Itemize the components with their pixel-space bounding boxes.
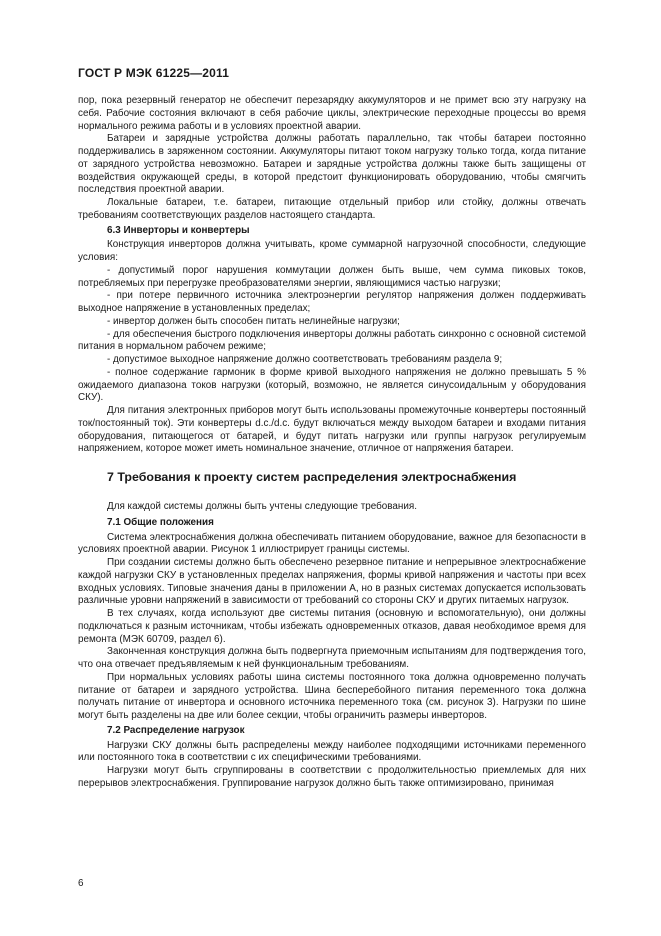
paragraph: Батареи и зарядные устройства должны работать параллельно, так чтобы батареи постоянно поддерживались в заряженном состоянии. Аккумуляторы питают током нагрузку только тогда, когда питание от зарядного устройства невозможно. Батареи и зарядные устройства должны также быть защищены от воздействия окружающей среды, в которой предстоит функционировать оборудованию, чтобы смягчить последствия проектной аварии.	[78, 133, 586, 196]
paragraph: пор, пока резервный генератор не обеспечит перезарядку аккумуляторов и не примет всю эту нагрузку на себя. Рабочие состояния включают в себя рабочие циклы, электрические переходные процессы во время нормального режима работы и в условиях проектной аварии.	[78, 95, 586, 132]
document-header: ГОСТ Р МЭК 61225—2011	[78, 66, 230, 80]
paragraph: Локальные батареи, т.е. батареи, питающие отдельный прибор или стойку, должны отвечать требованиям соответствующих разделов настоящего стандарта.	[78, 197, 586, 221]
paragraph: Законченная конструкция должна быть подвергнута приемочным испытаниям для подтверждения того, что она отвечает предъявляемым к ней функциональным требованиям.	[78, 646, 586, 670]
paragraph: - полное содержание гармоник в форме кривой выходного напряжения не должно превышать 5 % ожидаемого диапазона токов нагрузки (который, возможно, не является синусоидальным у оборудования СКУ).	[78, 366, 586, 404]
paragraph: - для обеспечения быстрого подключения инверторы должны работать синхронно с основной системой питания в нормальном рабочем режиме;	[78, 328, 586, 353]
paragraph: Нагрузки могут быть сгруппированы в соответствии с продолжительностью приемлемых для них перерывов электроснабжения. Группирование нагрузок должно быть также оптимизировано, принимая	[78, 765, 586, 789]
paragraph: Нагрузки СКУ должны быть распределены между наиболее подходящими источниками переменного или постоянного тока в соответствии с их специфическими требованиями.	[78, 739, 586, 764]
paragraph: Конструкция инверторов должна учитывать, кроме суммарной нагрузочной способности, следующие условия:	[78, 239, 586, 263]
paragraph: Система электроснабжения должна обеспечивать питанием оборудование, важное для безопасности в условиях проектной аварии. Рисунок 1 иллюстрирует границы системы.	[78, 531, 586, 556]
subsection-heading: 7.1 Общие положения	[107, 516, 214, 528]
section-heading: 7 Требования к проекту систем распределения электроснабжения	[107, 470, 517, 484]
page-number: 6	[78, 878, 84, 889]
paragraph: В тех случаях, когда используют две системы питания (основную и вспомогательную), они должны подключаться к разным источникам, чтобы избежать одновременных отказов, давая необходимое время для ремонта (МЭК 60709, раздел 6).	[78, 608, 586, 645]
subsection-heading: 7.2 Распределение нагрузок	[107, 724, 245, 736]
paragraph: Для питания электронных приборов могут быть использованы промежуточные конвертеры постоянный ток/постоянный ток). Эти конвертеры d.c./d.c. будут включаться между выходом батареи и входами питания оборудования, питающегося от батарей, и будут питать нагрузки или группы нагрузок регулируемым напряжением, которое может иметь номинальное значение, отличное от напряжения батареи.	[78, 405, 586, 455]
paragraph: Для каждой системы должны быть учтены следующие требования.	[107, 501, 417, 512]
document-body	[78, 95, 586, 791]
paragraph: - инвертор должен быть способен питать нелинейные нагрузки;	[107, 315, 400, 327]
paragraph: При нормальных условиях работы шина системы постоянного тока должна одновременно получать питание от батареи и зарядного устройства. Шина бесперебойного питания переменного тока должна получать питание от инвертора и основного источника переменного тока (см. рисунок 3). Нагрузки по шине могут быть разделены на две или более секции, чтобы ограничить размеры инверторов.	[78, 671, 586, 721]
paragraph: При создании системы должно быть обеспечено резервное питание и непрерывное электроснабжение каждой нагрузки СКУ в установленных пределах напряжения, формы кривой напряжения и частоты при всех входных условиях. Типовые значения даны в приложении А, но в разных системах допускается использовать различные уровни напряжений в зависимости от требований со стороны СКУ и других питаемых нагрузок.	[78, 557, 586, 607]
paragraph: - при потере первичного источника электроэнергии регулятор напряжения должен поддерживать выходное напряжение в установленных пределах;	[78, 290, 586, 314]
paragraph: - допустимое выходное напряжение должно соответствовать требованиям раздела 9;	[107, 354, 503, 365]
subsection-heading: 6.3 Инверторы и конвертеры	[107, 224, 250, 236]
paragraph: - допустимый порог нарушения коммутации должен быть выше, чем сумма пиковых токов, потребляемых при перегрузке преобразователями энергии, являющимися частью нагрузки;	[78, 264, 586, 289]
